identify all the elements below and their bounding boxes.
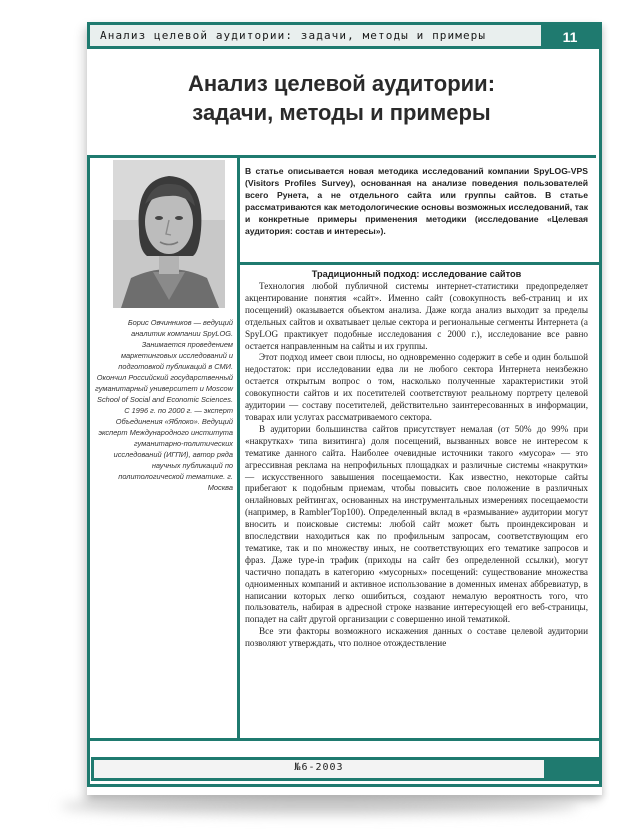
article-title-line1: Анализ целевой аудитории: [187,71,496,96]
article-title [87,69,596,127]
title-block [87,49,596,158]
body-paragraph: Этот подход имеет свои плюсы, но одновременно содержит в себе и один большой недостаток: при исследовании едва ли не любого сектора Интернета неизбежно остается открытым вопрос о том, насколько полученные характеристики этой совокупности сайтов и их посетителей соответствуют реальному портрету целевой аудитории — составу посетителей, действительно заинтересованных в информации, товарах или услугах рассматриваемого сектора. [245,352,588,422]
page-number: 11 [541,25,599,49]
lead-divider [237,262,599,265]
running-title: Анализ целевой аудитории: задачи, методы и примеры [100,29,487,42]
footer-divider [87,738,602,741]
article-body [245,281,588,650]
page-shadow [60,798,580,814]
author-caption: Борис Овчинников — ведущий аналитик компании SpyLOG. Занимается проведением маркетинговых исследований и подготовкой публикаций в СМИ. Окончил Российский государственный гуманитарный университет и Moscow School of Social and Economic Sciences. С 1996 г. по 2000 г. — эксперт Объединения «Яблоко». Ведущий эксперт Международного института гуманитарно-политических исследований (ИГПИ), автор ряда научных публикаций по политологической тематике. г. Москва [95,318,233,492]
running-header [87,22,602,49]
author-photo [113,160,225,308]
body-paragraph: В аудитории большинства сайтов присутствует немалая (от 50% до 99% при «накрутках» типа визитинга) доля посещений, вызванных вовсе не интересом к тематике данного сайта. Наиболее очевидные источники такого «мусора» — это агрессивная реклама на непрофильных площадках и различные системы «накрутки» — искусственного завышения посещаемости. Как известно, некоторые сайты прибегают к подобным приемам, чтобы повысить свое положение в различных онлайновых рейтингах, основанных на инструментальных измерениях посещаемости (например, в Rambler'Top100). Определенный вклад в «размывание» аудитории могут вносить и поисковые системы: любой сайт может быть проиндексирован и впоследствии находиться как по профильным запросам, соответствующим его тематике, так и по множеству иных, не соответствующих его тематике запросов и фраз. Даже type-in трафик (приходы на сайт без определенной ссылки), могут частично попадать в категорию «мусорных» посещений: существование множества одноименных компаний и активное использование в доменных именах аббревиатур, в написании которых легко ошибиться, создают немалую вероятность того, что пользователь, набирая в адресной строке название интересующей его веб-страницы, попадет на сайт другой организации с совершенно иной тематикой. [245,423,588,625]
issue-number: №6-2003 [294,762,344,773]
article-lead: В статье описывается новая методика исследований компании SpyLOG-VPS (Visitors Profiles Survey), основанная на анализе поведения пользователей всего Рунета, а не отдельного сайта или группы сайтов. В статье рассматриваются как методологические основы возможных исследований, так и конкретные примеры применения методики (исследование «Целевая аудитория: состав и интересы»). [245,166,588,236]
body-paragraph: Все эти факторы возможного искажения данных о составе целевой аудитории позволяют утверждать, что полное отождествление [245,626,588,649]
body-paragraph: Технология любой публичной системы интернет-статистики предопределяет акцентирование понятия «сайт». Именно сайт (совокупность веб-страниц и их посещений) оказывается объектом анализа. Даже когда анализ выходит за пределы отдельных сайтов и охватывает целые сектора и региональные сегменты Интернета (а SpyLOG практикует подобные исследования с 2000 г.), исследование все равно остается направленным на сайты и их группы. [245,281,588,351]
article-title-line2: задачи, методы и примеры [192,100,491,125]
column-divider [237,158,240,738]
footer-bar [91,757,547,781]
section-heading: Традиционный подход: исследование сайтов [311,269,522,279]
footer-tab [547,757,599,781]
magazine-page [87,22,602,795]
